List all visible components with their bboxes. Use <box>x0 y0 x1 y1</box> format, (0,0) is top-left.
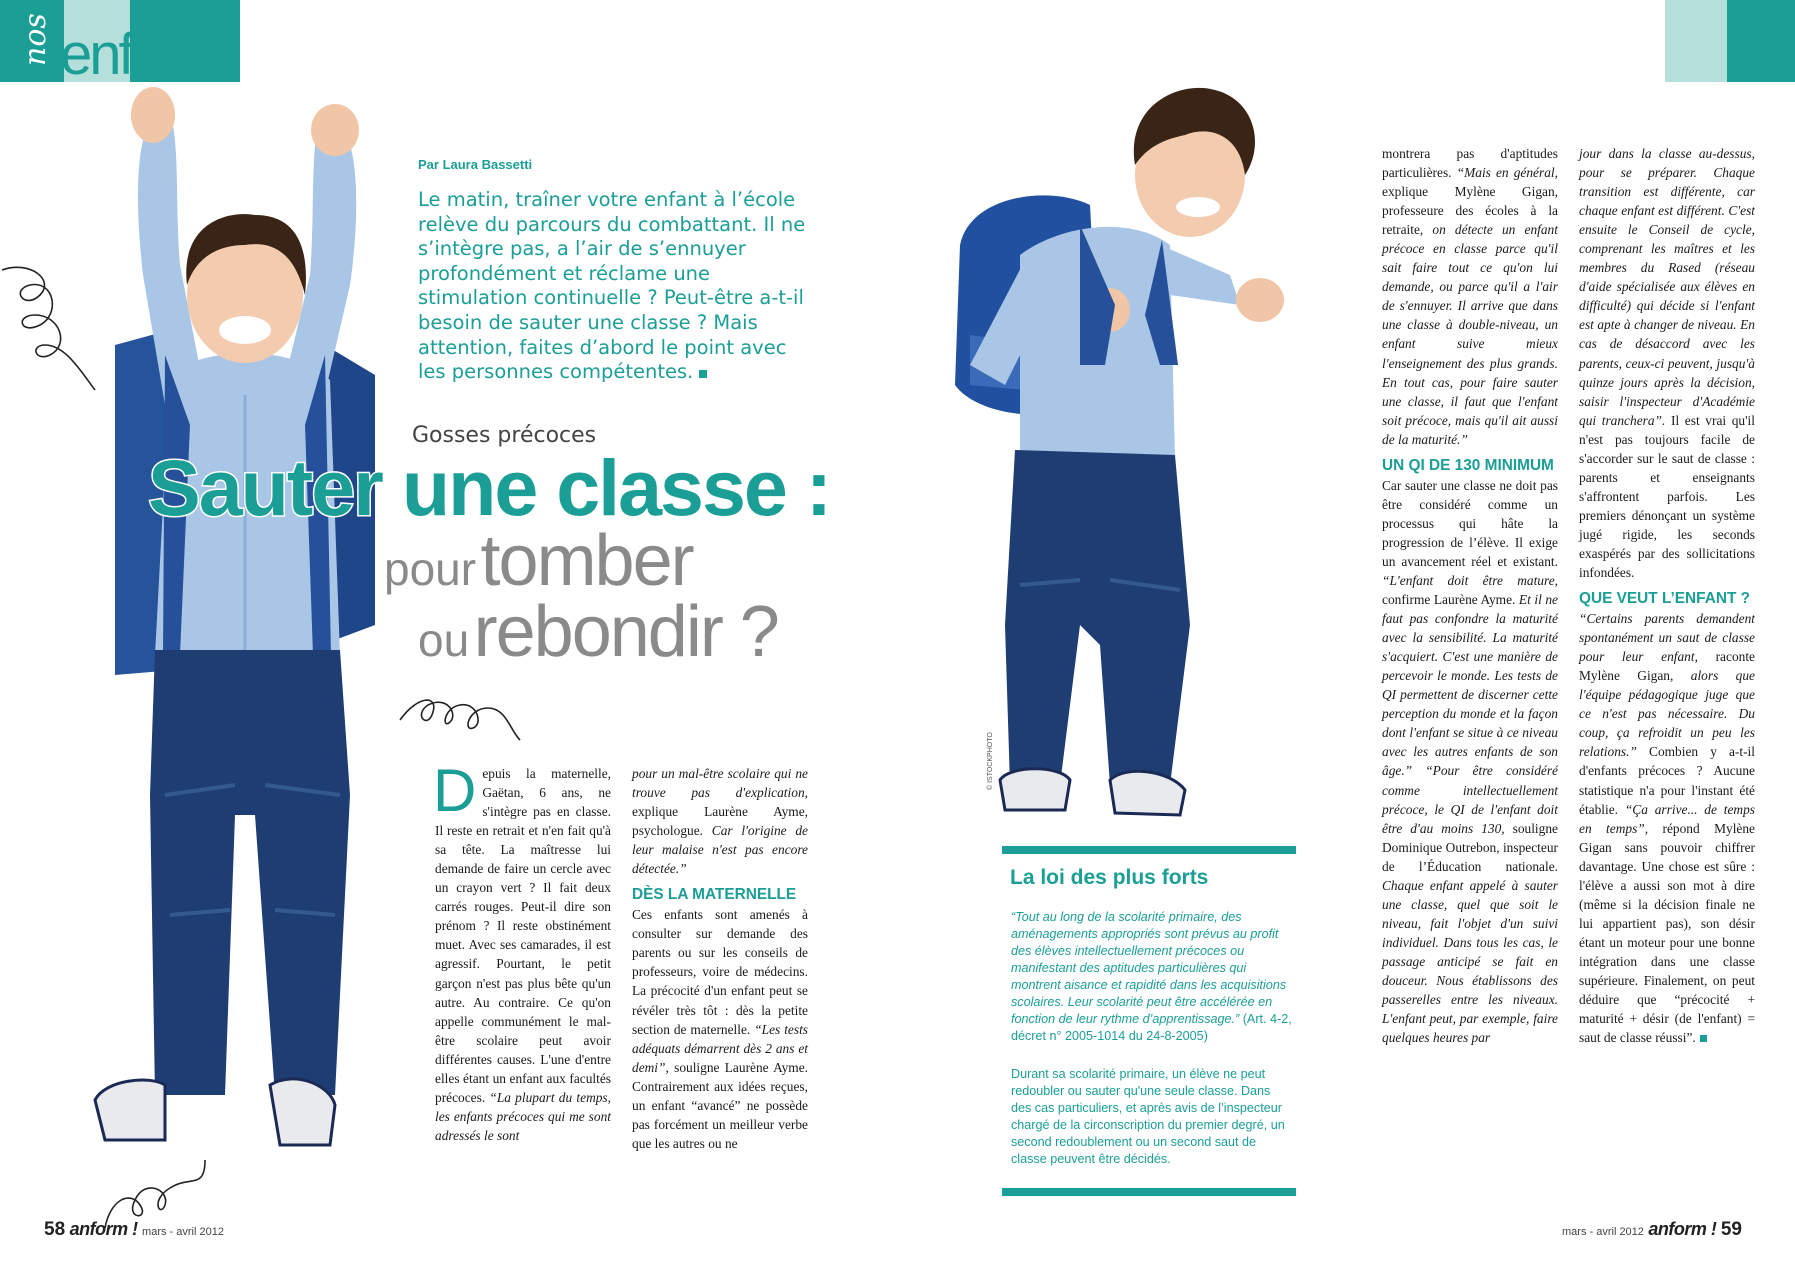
magazine-name-right: anform ! <box>1648 1219 1717 1239</box>
header-light-stripe-right <box>1665 0 1727 82</box>
section-prefix-wrapper <box>0 0 62 82</box>
intro-text: Le matin, traîner votre enfant à l’école relève du parcours du combattant. Il ne s’intègre pas, a l’air de s’ennuyer profondément et réclame une stimulation continuelle ? Peut-être a-t-il besoin de sauter une classe ? Mais attention, faites d’abord le point avec les personnes compétentes. <box>418 188 806 384</box>
subhead-enfant: QUE VEUT L’ENFANT ? <box>1579 590 1751 608</box>
col2-quote-b: Car l'origine de leur malaise n'est pas encore détectée.” <box>632 823 808 877</box>
subhead-qi: UN QI DE 130 MINIMUM <box>1382 456 1554 474</box>
col2-text-a: explique Laurène Ayme, psychologue. <box>632 804 808 839</box>
col3-text-d: confirme Laurène Ayme. <box>1382 592 1516 608</box>
col2-quote-c: “Les tests adéquats démarrent dès 2 ans et demi”, <box>632 1021 808 1075</box>
headline-main: Sauter une classe : <box>148 443 831 532</box>
headline-rebondir: rebondir ? <box>473 592 778 672</box>
col3-quote-e: Chaque enfant appelé à sauter une classe, quel que soit le niveau, fait l'objet d'un suivi individuel. Dans tous les cas, le passage anticipé se fait en douceur. Nous établissons des passerelles entre les niveaux. L'enfant peut, par exemple, faire quelques heures par <box>1382 877 1558 1046</box>
issue-date-left: mars - avril 2012 <box>142 1226 224 1238</box>
page-number-right: 59 <box>1720 1219 1742 1240</box>
folio-left <box>44 1219 224 1241</box>
subhead-maternelle: DÈS LA MATERNELLE <box>632 886 797 904</box>
curly-doodle-icon <box>0 250 110 400</box>
end-square-icon <box>1700 1035 1707 1042</box>
headline-pour: pour <box>384 543 477 595</box>
col3-text-a: montrera pas d'aptitudes particulières. <box>1382 146 1558 181</box>
col4-text-a: Il est vrai qu'il n'est pas toujours facile de s'accorder sur le saut de classe : parents et enseignants s'affrontent parfois. Les premiers dénonçant un système jugé rigide, les seconds exaspérés par des sollicitations infondées. <box>1579 412 1755 581</box>
headline-line3 <box>418 592 778 672</box>
end-square-icon <box>699 370 707 378</box>
col4-text-b: raconte Mylène Gigan, <box>1579 649 1755 684</box>
issue-date-right: mars - avril 2012 <box>1562 1226 1644 1238</box>
col3-quote-c: “L'enfant doit être mature, <box>1382 572 1558 588</box>
section-title: enfants <box>60 22 230 87</box>
headline-line2 <box>384 521 693 601</box>
intro-paragraph <box>418 188 816 385</box>
magazine-name-left: anform ! <box>69 1219 138 1239</box>
boy-jumping-photo <box>95 95 395 1150</box>
section-prefix: nos <box>18 13 53 66</box>
box-text: Durant sa scolarité primaire, un élève ne peut redoubler ou sauter qu'une seule classe. Dans des cas particuliers, et après avis de l’inspecteur chargé de la circonscription du premier degré, un second redoublement ou un second saut de classe peuvent être décidés. <box>1011 1067 1285 1166</box>
col1-quote: “La plupart du temps, les enfants précoces qui me sont adressés le sont <box>435 1089 611 1143</box>
col4-quote-b: “Certains parents demandent spontanément un saut de classe pour leur enfant, <box>1579 611 1755 665</box>
box-reference: (Art. 4-2, décret n° 2005-1014 du 24-8-2005) <box>1011 1012 1292 1043</box>
col1-text: epuis la maternelle, Gaëtan, 6 ans, ne s'intègre pas en classe. Il reste en retrait et n'en fait qu'à sa tête. La maîtresse lui demande de faire un cercle avec un crayon vert ? Il fait deux carrés rouges. Peut-il dire son prénom ? Il reste obstinément muet. Avec ses camarades, il est agressif. Pourtant, le petit garçon n'est pas plus bête qu'un autre. Au contraire. Ce qu'on appelle communément le mal-être scolaire peut avoir différentes causes. L'une d'entre elles étant un enfant aux facultés précoces. <box>435 766 611 1105</box>
photo-credit: © ISTOCKPHOTO <box>987 732 994 790</box>
box-bottom-rule <box>1002 1188 1296 1196</box>
dropcap: D <box>433 757 477 824</box>
col3-text-c: Car sauter une classe ne doit pas être considéré comme un processus qui hâte la progression de l’élève. Il exige un avancement réel et existant. <box>1382 477 1558 569</box>
headline-tomber: tomber <box>480 521 693 601</box>
box-quote-text: “Tout au long de la scolarité primaire, des aménagements appropriés sont prévus au profit des élèves intellectuellement précoces ou manifestant des aptitudes particulières qui montrent aisance et rapidité dans les acquisitions scolaires. Leur scolarité peut être accélérée en fonction de leur rythme d’apprentissage.” <box>1011 910 1287 1026</box>
col2-text-b: Ces enfants sont amenés à consulter sur demande des parents ou sur les conseils de professeurs, voire de médecins. La précocité d'un enfant peut se révéler très tôt : dès la petite section de maternelle. <box>632 907 808 1037</box>
col3-text-b: explique Mylène Gigan, professeure des écoles à la retraite, <box>1382 184 1558 238</box>
headline-ou: ou <box>418 614 470 666</box>
col3-quote-d: Et il ne faut pas confondre la maturité avec la sensibilité. La maturité s'acquiert. C'est une manière de percevoir le monde. Les tests de QI permettent de discerner cette perception du monde et la façon dont l'enfant se situe à ce niveau avec les autres enfants de son âge.” “Pour être considéré comme intellectuellement précoce, le QI de l'enfant doit être d'au moins 130, <box>1382 592 1558 836</box>
article-column-2 <box>632 764 808 1153</box>
box-title: La loi des plus forts <box>1010 866 1209 889</box>
col3-quote-a: “Mais en général, <box>1456 165 1558 181</box>
article-column-4 <box>1579 144 1755 1047</box>
box-top-rule <box>1002 846 1296 854</box>
col3-text-e: souligne Dominique Outrebon, inspecteur de l’Éducation nationale. <box>1382 820 1558 874</box>
curly-doodle-icon <box>398 690 523 745</box>
col4-quote-c: alors que l'équipe pédagogique juge que ce n'est pas nécessaire. Du coup, ça refroidit un peu les relations.” <box>1579 668 1755 760</box>
col4-text-d: répond Mylène Gigan sans pouvoir chiffrer davantage. Une chose est sûre : l'élève a aussi son mot à dire (même si la décision finale ne lui appartient pas), son désir étant un moteur pour une bonne intégration dans une classe supérieure. Finalement, on peut déduire que “précocité + maturité + désir (de l'enfant) = saut de classe réussi”. <box>1579 820 1755 1046</box>
col4-quote-a: jour dans la classe au-dessus, pour se préparer. Chaque transition est différente, car chaque enfant est différent. C'est ensuite le Conseil de cycle, comprenant les maîtres et les membres du Rased (réseau d'aide spécialisée aux élèves en difficulté) qui décide si l'enfant est apte à changer de niveau. En cas de désaccord avec les parents, ceux-ci peuvent, jusqu'à quinze jours après la décision, saisir l'inspecteur d'Académie qui tranchera”. <box>1579 146 1755 428</box>
kicker: Gosses précoces <box>412 423 597 448</box>
col2-text-c: souligne Laurène Ayme. Contrairement aux idées reçues, un enfant “avancé” ne possède pas forcément un meilleur verbe que les autres ou ne <box>632 1059 808 1151</box>
folio-right <box>1562 1219 1742 1241</box>
col4-quote-d: “Ça arrive... de temps en temps”, <box>1579 801 1755 836</box>
col2-quote: pour un mal-être scolaire qui ne trouve pas d'explication, <box>632 766 808 801</box>
col3-quote-b: on détecte un enfant précoce en classe parce qu'il sait faire tout ce qu'on lui demande, ou parce qu'il a l'air de s'ennuyer. Il arrive que dans une classe à double-niveau, un enfant suive mieux l'enseignement des plus grands. En tout cas, pour faire sauter une classe, il faut que l'enfant soit précoce, mais qu'il ait aussi de la maturité.” <box>1382 222 1558 447</box>
curly-doodle-icon <box>100 1150 210 1230</box>
col4-text-c: Combien y a-t-il d'enfants précoces ? Aucune statistique n'a pour l'instant été établie. <box>1579 744 1755 817</box>
box-quote <box>1011 909 1293 1045</box>
article-column-3 <box>1382 144 1558 1047</box>
header-color-bar-right <box>1727 0 1795 82</box>
byline: Par Laura Bassetti <box>418 157 533 172</box>
article-column-1 <box>433 757 611 1145</box>
boy-walking-photo <box>940 65 1330 825</box>
page-number-left: 58 <box>44 1219 66 1240</box>
